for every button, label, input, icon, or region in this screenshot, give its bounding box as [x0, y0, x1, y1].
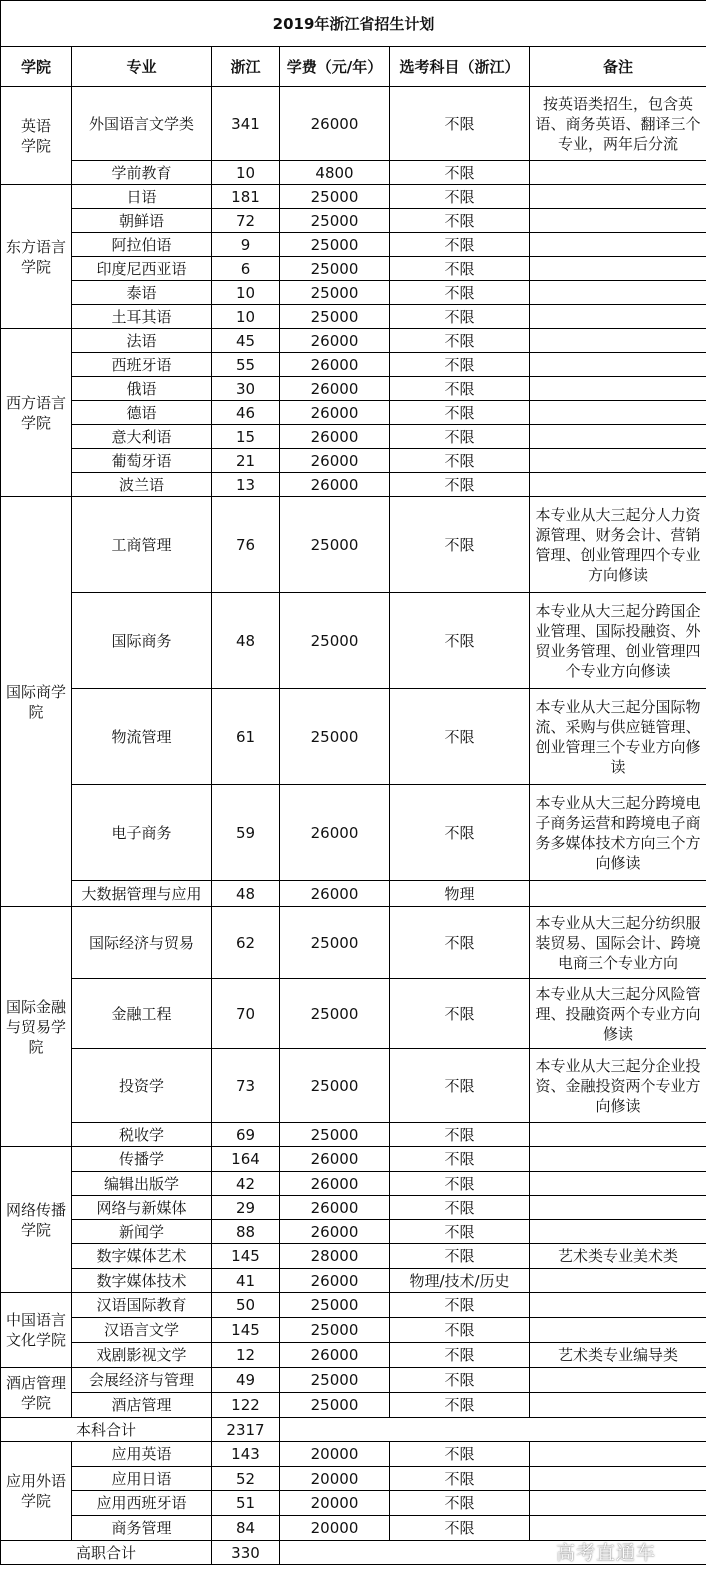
note-cell: 艺术类专业编导类	[530, 1343, 706, 1368]
college-name: 中国语言 文化学院	[1, 1293, 72, 1368]
note-cell: 本专业从大三起分国际物流、采购与供应链管理、创业管理三个专业方向修读	[530, 689, 706, 785]
major-cell: 西班牙语	[72, 353, 212, 377]
fee-cell: 25000	[280, 1318, 390, 1343]
quota-cell: 48	[212, 593, 280, 689]
major-cell: 物流管理	[72, 689, 212, 785]
fee-cell: 25000	[280, 1393, 390, 1418]
fee-cell: 25000	[280, 281, 390, 305]
quota-cell: 181	[212, 185, 280, 209]
note-cell	[530, 233, 706, 257]
table-row	[1, 161, 706, 185]
fee-cell: 26000	[280, 87, 390, 161]
table-row	[1, 881, 706, 907]
table-row	[1, 1244, 706, 1269]
quota-cell: 88	[212, 1220, 280, 1244]
quota-cell: 10	[212, 281, 280, 305]
major-cell: 国际经济与贸易	[72, 907, 212, 979]
table-row	[1, 353, 706, 377]
quota-cell: 9	[212, 233, 280, 257]
fee-cell: 26000	[280, 881, 390, 907]
major-cell: 投资学	[72, 1049, 212, 1123]
subject-cell: 不限	[390, 1172, 530, 1196]
quota-cell: 29	[212, 1196, 280, 1220]
fee-cell: 26000	[280, 1269, 390, 1293]
fee-cell: 26000	[280, 1172, 390, 1196]
table-row	[1, 1343, 706, 1368]
table-row	[1, 1147, 706, 1172]
quota-cell: 45	[212, 329, 280, 353]
quota-cell: 73	[212, 1049, 280, 1123]
note-cell	[530, 185, 706, 209]
note-cell	[530, 473, 706, 497]
subject-cell: 不限	[390, 377, 530, 401]
header-college: 学院	[1, 47, 72, 87]
quota-cell: 15	[212, 425, 280, 449]
fee-cell: 25000	[280, 209, 390, 233]
table-title: 2019年浙江省招生计划	[1, 1, 706, 47]
note-cell	[530, 881, 706, 907]
note-cell: 本专业从大三起分风险管理、投融资两个专业方向修读	[530, 979, 706, 1049]
college-name: 国际金融 与贸易学 院	[1, 907, 72, 1147]
subject-cell: 不限	[390, 425, 530, 449]
table-row	[1, 1049, 706, 1123]
note-cell	[530, 209, 706, 233]
table-row	[1, 689, 706, 785]
college-name: 英语 学院	[1, 87, 72, 185]
note-cell: 本专业从大三起分跨境电子商务运营和跨境电子商务多媒体技术方向三个方向修读	[530, 785, 706, 881]
subject-cell: 不限	[390, 1147, 530, 1172]
note-cell	[530, 1491, 706, 1516]
fee-cell: 25000	[280, 233, 390, 257]
header-fee: 学费（元/年）	[280, 47, 390, 87]
subject-cell: 物理	[390, 881, 530, 907]
subject-cell: 不限	[390, 257, 530, 281]
major-cell: 网络与新媒体	[72, 1196, 212, 1220]
subject-cell: 不限	[390, 1516, 530, 1541]
major-cell: 汉语国际教育	[72, 1293, 212, 1318]
quota-cell: 62	[212, 907, 280, 979]
note-cell: 按英语类招生，包含英语、商务英语、翻译三个专业，两年后分流	[530, 87, 706, 161]
college-name: 西方语言 学院	[1, 329, 72, 497]
major-cell: 外国语言文学类	[72, 87, 212, 161]
note-cell	[530, 1293, 706, 1318]
undergrad-body	[1, 87, 706, 1418]
major-cell: 日语	[72, 185, 212, 209]
major-cell: 会展经济与管理	[72, 1368, 212, 1393]
note-cell	[530, 1147, 706, 1172]
vocational-total-value: 330	[212, 1541, 280, 1565]
fee-cell: 25000	[280, 1293, 390, 1318]
quota-cell: 52	[212, 1467, 280, 1491]
table-row	[1, 87, 706, 161]
header-note: 备注	[530, 47, 706, 87]
note-cell	[530, 1196, 706, 1220]
fee-cell: 26000	[280, 1343, 390, 1368]
quota-cell: 143	[212, 1442, 280, 1467]
fee-cell: 25000	[280, 593, 390, 689]
table-row	[1, 185, 706, 209]
fee-cell: 25000	[280, 1368, 390, 1393]
fee-cell: 26000	[280, 425, 390, 449]
table-row	[1, 329, 706, 353]
major-cell: 土耳其语	[72, 305, 212, 329]
table-row	[1, 1220, 706, 1244]
header-major: 专业	[72, 47, 212, 87]
major-cell: 应用英语	[72, 1442, 212, 1467]
major-cell: 税收学	[72, 1123, 212, 1147]
note-cell	[530, 401, 706, 425]
quota-cell: 72	[212, 209, 280, 233]
table-row	[1, 281, 706, 305]
subject-cell: 不限	[390, 305, 530, 329]
quota-cell: 145	[212, 1318, 280, 1343]
quota-cell: 50	[212, 1293, 280, 1318]
major-cell: 泰语	[72, 281, 212, 305]
table-row	[1, 401, 706, 425]
major-cell: 应用日语	[72, 1467, 212, 1491]
fee-cell: 25000	[280, 257, 390, 281]
note-cell	[530, 1516, 706, 1541]
fee-cell: 25000	[280, 907, 390, 979]
quota-cell: 46	[212, 401, 280, 425]
quota-cell: 49	[212, 1368, 280, 1393]
fee-cell: 25000	[280, 1049, 390, 1123]
table-row	[1, 1368, 706, 1393]
fee-cell: 26000	[280, 1196, 390, 1220]
quota-cell: 122	[212, 1393, 280, 1418]
table-row	[1, 209, 706, 233]
major-cell: 编辑出版学	[72, 1172, 212, 1196]
major-cell: 法语	[72, 329, 212, 353]
table-row	[1, 473, 706, 497]
note-cell	[530, 161, 706, 185]
subject-cell: 不限	[390, 1196, 530, 1220]
note-cell	[530, 449, 706, 473]
major-cell: 酒店管理	[72, 1393, 212, 1418]
note-cell: 本专业从大三起分人力资源管理、财务会计、营销管理、创业管理四个专业方向修读	[530, 497, 706, 593]
major-cell: 戏剧影视文学	[72, 1343, 212, 1368]
subject-cell: 不限	[390, 1491, 530, 1516]
note-cell	[530, 1442, 706, 1467]
note-cell	[530, 1269, 706, 1293]
major-cell: 传播学	[72, 1147, 212, 1172]
note-cell: 本专业从大三起分纺织服装贸易、国际会计、跨境电商三个专业方向	[530, 907, 706, 979]
table-row	[1, 907, 706, 979]
fee-cell: 20000	[280, 1491, 390, 1516]
note-cell	[530, 281, 706, 305]
table-row	[1, 1393, 706, 1418]
subject-cell: 不限	[390, 907, 530, 979]
fee-cell: 25000	[280, 1123, 390, 1147]
quota-cell: 42	[212, 1172, 280, 1196]
subject-cell: 不限	[390, 209, 530, 233]
header-row	[1, 47, 706, 87]
fee-cell: 26000	[280, 353, 390, 377]
note-cell	[530, 257, 706, 281]
subject-cell: 不限	[390, 1318, 530, 1343]
note-cell	[530, 377, 706, 401]
subject-cell: 不限	[390, 1393, 530, 1418]
subject-cell: 不限	[390, 449, 530, 473]
header-zhejiang: 浙江	[212, 47, 280, 87]
quota-cell: 30	[212, 377, 280, 401]
table-row	[1, 1172, 706, 1196]
subject-cell: 不限	[390, 1293, 530, 1318]
table-row	[1, 1516, 706, 1541]
quota-cell: 48	[212, 881, 280, 907]
fee-cell: 26000	[280, 329, 390, 353]
subject-cell: 不限	[390, 497, 530, 593]
undergrad-total-row	[1, 1418, 706, 1442]
quota-cell: 145	[212, 1244, 280, 1269]
major-cell: 金融工程	[72, 979, 212, 1049]
quota-cell: 6	[212, 257, 280, 281]
table-row	[1, 233, 706, 257]
vocational-total-label: 高职合计	[1, 1541, 212, 1565]
quota-cell: 51	[212, 1491, 280, 1516]
major-cell: 大数据管理与应用	[72, 881, 212, 907]
table-row	[1, 1442, 706, 1467]
quota-cell: 41	[212, 1269, 280, 1293]
fee-cell: 4800	[280, 161, 390, 185]
table-row	[1, 449, 706, 473]
fee-cell: 28000	[280, 1244, 390, 1269]
fee-cell: 26000	[280, 401, 390, 425]
note-cell	[530, 1172, 706, 1196]
college-name: 东方语言 学院	[1, 185, 72, 329]
major-cell: 意大利语	[72, 425, 212, 449]
quota-cell: 61	[212, 689, 280, 785]
quota-cell: 21	[212, 449, 280, 473]
major-cell: 波兰语	[72, 473, 212, 497]
subject-cell: 不限	[390, 161, 530, 185]
fee-cell: 25000	[280, 185, 390, 209]
note-cell	[530, 1220, 706, 1244]
table-row	[1, 1123, 706, 1147]
major-cell: 数字媒体技术	[72, 1269, 212, 1293]
note-cell	[530, 1393, 706, 1418]
undergrad-total-label: 本科合计	[1, 1418, 212, 1442]
table-row	[1, 1196, 706, 1220]
major-cell: 俄语	[72, 377, 212, 401]
quota-cell: 76	[212, 497, 280, 593]
fee-cell: 25000	[280, 689, 390, 785]
major-cell: 工商管理	[72, 497, 212, 593]
quota-cell: 13	[212, 473, 280, 497]
note-cell	[530, 425, 706, 449]
subject-cell: 不限	[390, 1049, 530, 1123]
undergrad-total-blank	[280, 1418, 706, 1442]
subject-cell: 不限	[390, 1442, 530, 1467]
fee-cell: 20000	[280, 1442, 390, 1467]
table-row	[1, 1467, 706, 1491]
table-row	[1, 1318, 706, 1343]
note-cell	[530, 305, 706, 329]
table-row	[1, 497, 706, 593]
quota-cell: 55	[212, 353, 280, 377]
table-row	[1, 305, 706, 329]
major-cell: 电子商务	[72, 785, 212, 881]
table-row	[1, 785, 706, 881]
subject-cell: 不限	[390, 401, 530, 425]
fee-cell: 20000	[280, 1467, 390, 1491]
table-row	[1, 377, 706, 401]
fee-cell: 26000	[280, 1220, 390, 1244]
undergrad-total-value: 2317	[212, 1418, 280, 1442]
table-row	[1, 593, 706, 689]
fee-cell: 20000	[280, 1516, 390, 1541]
major-cell: 数字媒体艺术	[72, 1244, 212, 1269]
quota-cell: 70	[212, 979, 280, 1049]
subject-cell: 不限	[390, 185, 530, 209]
header-subject: 选考科目（浙江）	[390, 47, 530, 87]
major-cell: 印度尼西亚语	[72, 257, 212, 281]
fee-cell: 25000	[280, 497, 390, 593]
subject-cell: 不限	[390, 1220, 530, 1244]
fee-cell: 25000	[280, 305, 390, 329]
subject-cell: 不限	[390, 689, 530, 785]
quota-cell: 59	[212, 785, 280, 881]
subject-cell: 不限	[390, 1343, 530, 1368]
quota-cell: 84	[212, 1516, 280, 1541]
subject-cell: 物理/技术/历史	[390, 1269, 530, 1293]
college-name: 酒店管理 学院	[1, 1368, 72, 1418]
major-cell: 国际商务	[72, 593, 212, 689]
major-cell: 朝鲜语	[72, 209, 212, 233]
subject-cell: 不限	[390, 1368, 530, 1393]
note-cell: 艺术类专业美术类	[530, 1244, 706, 1269]
note-cell	[530, 1368, 706, 1393]
major-cell: 学前教育	[72, 161, 212, 185]
fee-cell: 26000	[280, 785, 390, 881]
major-cell: 汉语言文学	[72, 1318, 212, 1343]
quota-cell: 69	[212, 1123, 280, 1147]
quota-cell: 12	[212, 1343, 280, 1368]
fee-cell: 26000	[280, 1147, 390, 1172]
college-name: 网络传播 学院	[1, 1147, 72, 1293]
subject-cell: 不限	[390, 1467, 530, 1491]
table-row	[1, 425, 706, 449]
fee-cell: 26000	[280, 449, 390, 473]
note-cell: 本专业从大三起分企业投资、金融投资两个专业方向修读	[530, 1049, 706, 1123]
table-row	[1, 257, 706, 281]
watermark-text: 高考直通车	[556, 1542, 657, 1564]
major-cell: 阿拉伯语	[72, 233, 212, 257]
subject-cell: 不限	[390, 593, 530, 689]
table-row	[1, 1491, 706, 1516]
fee-cell: 26000	[280, 377, 390, 401]
major-cell: 商务管理	[72, 1516, 212, 1541]
note-cell	[530, 353, 706, 377]
note-cell	[530, 1123, 706, 1147]
subject-cell: 不限	[390, 87, 530, 161]
subject-cell: 不限	[390, 353, 530, 377]
quota-cell: 10	[212, 305, 280, 329]
table-row	[1, 1269, 706, 1293]
fee-cell: 25000	[280, 979, 390, 1049]
subject-cell: 不限	[390, 979, 530, 1049]
subject-cell: 不限	[390, 473, 530, 497]
note-cell	[530, 1467, 706, 1491]
major-cell: 新闻学	[72, 1220, 212, 1244]
college-name: 应用外语 学院	[1, 1442, 72, 1541]
table-row	[1, 979, 706, 1049]
quota-cell: 341	[212, 87, 280, 161]
major-cell: 德语	[72, 401, 212, 425]
major-cell: 应用西班牙语	[72, 1491, 212, 1516]
subject-cell: 不限	[390, 281, 530, 305]
quota-cell: 164	[212, 1147, 280, 1172]
note-cell	[530, 329, 706, 353]
subject-cell: 不限	[390, 1123, 530, 1147]
subject-cell: 不限	[390, 1244, 530, 1269]
subject-cell: 不限	[390, 329, 530, 353]
note-cell	[530, 1318, 706, 1343]
subject-cell: 不限	[390, 785, 530, 881]
subject-cell: 不限	[390, 233, 530, 257]
college-name: 国际商学 院	[1, 497, 72, 907]
table-row	[1, 1293, 706, 1318]
note-cell: 本专业从大三起分跨国企业管理、国际投融资、外贸业务管理、创业管理四个专业方向修读	[530, 593, 706, 689]
vocational-body	[1, 1442, 706, 1541]
quota-cell: 10	[212, 161, 280, 185]
fee-cell: 26000	[280, 473, 390, 497]
major-cell: 葡萄牙语	[72, 449, 212, 473]
